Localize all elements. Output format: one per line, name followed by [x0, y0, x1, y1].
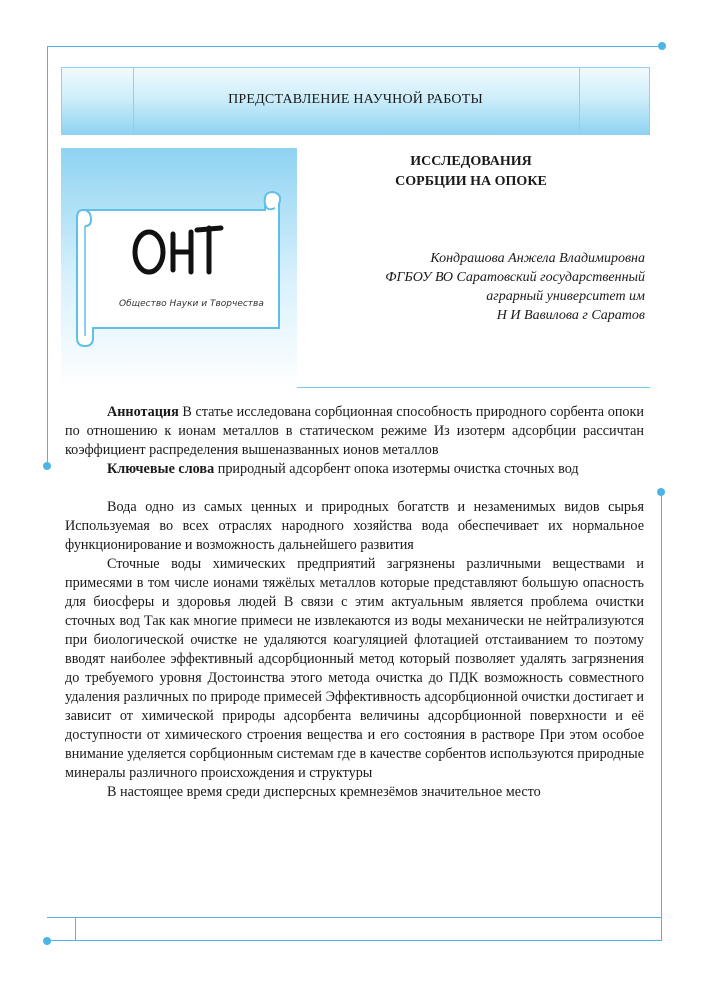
body-paragraph: В настоящее время среди дисперсных кремнезёмов значительное место: [107, 784, 541, 800]
frame-dot-bottom-left: [43, 937, 51, 945]
article-title: [305, 152, 637, 192]
body-paragraph: Сточные воды химических предприятий загрязнены различными веществами и примесями в том числе ионами тяжёлых металлов которые представляют большую опасность для биосферы и здоровья людей В связи с этим актуальным является проблема очистки сточных вод Так как многие примеси не извлекаются из воды механически не нейтрализуются при биологической очистке не удаляются коагуляцией флотацией отстаиванием то поэтому вводят наиболее эффективный адсорбционный метод который позволяет удалять загрязнения до требуемого уровня Достоинства этого метода очистка до ПДК возможность совместного удаления различных по природе примесей Эффективность адсорбционной очистки достигает и зависит от химической природы адсорбента величины адсорбционной поверхности и её доступности от химического строения вещества и его состояния в растворе При этом особое внимание уделяется сорбционным системам где в качестве сорбентов используются природные минералы различного происхождения и структуры: [65, 556, 644, 781]
logo-caption: Общество Науки и Творчества: [119, 299, 264, 309]
frame-dot-right: [657, 488, 665, 496]
author-block: [385, 249, 645, 325]
keywords-text: природный адсорбент опока изотермы очистка сточных вод: [214, 461, 579, 477]
frame-top-line: [47, 46, 662, 47]
body-paragraph: Вода одно из самых ценных и природных богатств и незаменимых видов сырья Используемая во всех отраслях народного хозяйства вода обеспечивает их нормальное функционирование и возможность дальнейшего развития: [65, 499, 644, 553]
frame-bottom-rule: [47, 917, 662, 918]
article-title-line: СОРБЦИИ НА ОПОКЕ: [395, 174, 547, 189]
section-title: ПРЕДСТАВЛЕНИЕ НАУЧНОЙ РАБОТЫ: [228, 92, 483, 107]
frame-right-line: [661, 492, 662, 940]
author-affiliation: аграрный университет им: [486, 289, 645, 304]
section-banner: [61, 67, 650, 135]
author-name: Кондрашова Анжела Владимировна: [430, 251, 645, 266]
frame-dot-left: [43, 462, 51, 470]
author-affiliation: ФГБОУ ВО Саратовский государственный: [385, 270, 645, 285]
frame-bottom-line: [47, 940, 662, 941]
abstract-text: В статье исследована сорбционная способность природного сорбента опоки по отношению к ионам металлов в статическом режиме Из изотерм адсорбции рассичтан коэффициент распределения вышеназванных ионов металлов: [65, 404, 644, 458]
paragraph-gap: [65, 479, 644, 498]
keywords-paragraph: [65, 460, 644, 479]
author-affiliation: Н И Вавилова г Саратов: [496, 308, 645, 323]
abstract-label: Аннотация: [107, 404, 179, 420]
article-title-line: ИССЛЕДОВАНИЯ: [410, 154, 532, 169]
abstract-paragraph: [65, 403, 644, 460]
article-body: [65, 403, 644, 802]
frame-bottom-tick: [75, 917, 76, 941]
frame-dot-top-right: [658, 42, 666, 50]
ont-wordmark: [61, 148, 297, 388]
society-logo: [61, 148, 297, 388]
frame-left-line: [47, 46, 48, 466]
header-separator: [297, 387, 650, 388]
keywords-label: Ключевые слова: [107, 461, 215, 477]
